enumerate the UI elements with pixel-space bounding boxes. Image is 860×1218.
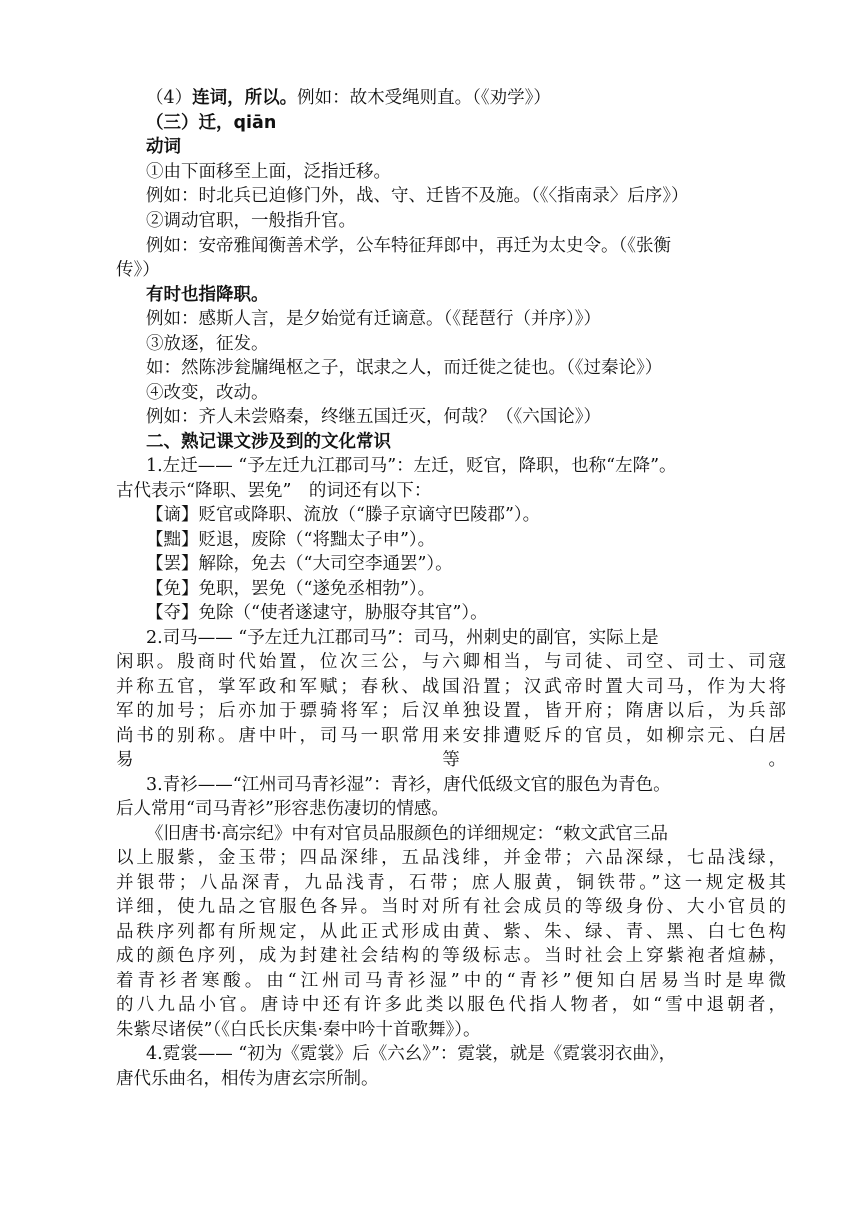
text-line: 古代表示“降职、罢免” 的词还有以下： — [116, 481, 432, 501]
text-line: 3.青衫——“江州司马青衫湿”：青衫，唐代低级文官的服色为青色。 — [146, 775, 671, 795]
text-line: 【免】免职，罢免（“遂免丞相勃”）。 — [146, 579, 436, 599]
text-line: ②调动官职，一般指升官。 — [146, 211, 356, 231]
text-line: 军的加号；后亦加于骠骑将军；后汉单独设置，皆开府；隋唐以后，为兵部 — [116, 701, 786, 721]
text-line: 并银带；八品深青，九品浅青，石带；庶人服黄，铜铁带。”这一规定极其 — [116, 873, 786, 893]
text-line: 例如：齐人未尝赂秦，终继五国迁灭，何哉？（《六国论》） — [146, 407, 601, 427]
text-line: 如：然陈涉瓮牖绳枢之子，氓隶之人，而迁徙之徒也。（《过秦论》） — [146, 358, 663, 378]
text-line: 易等。 — [116, 750, 786, 770]
text-line: 4.霓裳—— “初为《霓裳》后《六幺》”：霓裳，就是《霓裳羽衣曲》， — [146, 1044, 677, 1064]
bold-text: 连词，所以。 — [192, 88, 298, 108]
text-line: 详细，使九品之官服色各异。当时对所有社会成员的等级身份、大小官员的 — [116, 897, 786, 917]
text-line: ④改变，改动。 — [146, 383, 269, 403]
text-line: ③放逐，征发。 — [146, 334, 269, 354]
section-heading: （三）迁，qiān — [146, 113, 277, 133]
text-line: 尚书的别称。唐中叶，司马一职常用来安排遭贬斥的官员，如柳宗元、白居 — [116, 726, 786, 746]
text-line: 的八九品小官。唐诗中还有许多此类以服色代指人物者，如“雪中退朝者， — [116, 995, 786, 1015]
text-line: 后人常用“司马青衫”形容悲伤凄切的情感。 — [116, 799, 449, 819]
text-line: 【夺】免除（“使者遂逮守，胁服夺其官”）。 — [146, 603, 488, 623]
text-line: 例如：安帝雅闻衡善术学，公车特征拜郎中，再迁为太史令。（《张衡 — [146, 236, 671, 256]
text-line: 2.司马—— “予左迁九江郡司马”：司马，州刺史的副官，实际上是 — [146, 628, 659, 648]
text-line: 品秩序列都有所规定，从此正式形成由黄、紫、朱、绿、青、黑、白七色构 — [116, 922, 786, 942]
text-line: 【黜】贬退，废除（“将黜太子申”）。 — [146, 530, 436, 550]
text-line: 《旧唐书·高宗纪》中有对官员品服颜色的详细规定：“敕文武官三品 — [146, 824, 669, 844]
text-line: 朱紫尽诸侯”（《白氏长庆集·秦中吟十首歌舞》）。 — [116, 1020, 481, 1040]
text-line: 唐代乐曲名，相传为唐玄宗所制。 — [116, 1069, 379, 1089]
text-line: 传》） — [116, 260, 160, 280]
text-line: 例如：感斯人言，是夕始觉有迁谪意。（《琵琶行（并序）》） — [146, 309, 601, 329]
text-line: 1.左迁—— “予左迁九江郡司马”：左迁，贬官，降职，也称“左降”。 — [146, 456, 677, 476]
text-line: 以上服紫，金玉带；四品深绯，五品浅绯，并金带；六品深绿，七品浅绿， — [116, 848, 786, 868]
text-line: 闲职。殷商时代始置，位次三公，与六卿相当，与司徒、司空、司士、司寇 — [116, 652, 786, 672]
text-line: 着青衫者寒酸。由“江州司马青衫湿”中的“青衫”便知白居易当时是卑微 — [116, 971, 786, 991]
text-line: （4）连词，所以。例如：故木受绳则直。（《劝学》） — [146, 88, 551, 108]
text-line: 并称五官，掌军政和军赋；春秋、战国沿置；汉武帝时置大司马，作为大将 — [116, 677, 786, 697]
text-line: 【谪】贬官或降职、流放（“滕子京谪守巴陵郡”）。 — [146, 505, 541, 525]
text-line: ①由下面移至上面，泛指迁移。 — [146, 162, 391, 182]
text-line: 【罢】解除，免去（“大司空李通罢”）。 — [146, 554, 453, 574]
subheading: 有时也指降职。 — [146, 285, 269, 305]
text-line: 成的颜色序列，成为封建社会结构的等级标志。当时社会上穿紫袍者煊赫， — [116, 946, 786, 966]
section-heading: 二、熟记课文涉及到的文化常识 — [146, 432, 391, 452]
subheading: 动词 — [146, 137, 181, 157]
text-line: 例如：时北兵已迫修门外，战、守、迁皆不及施。（《〈指南录〉后序》） — [146, 186, 689, 206]
